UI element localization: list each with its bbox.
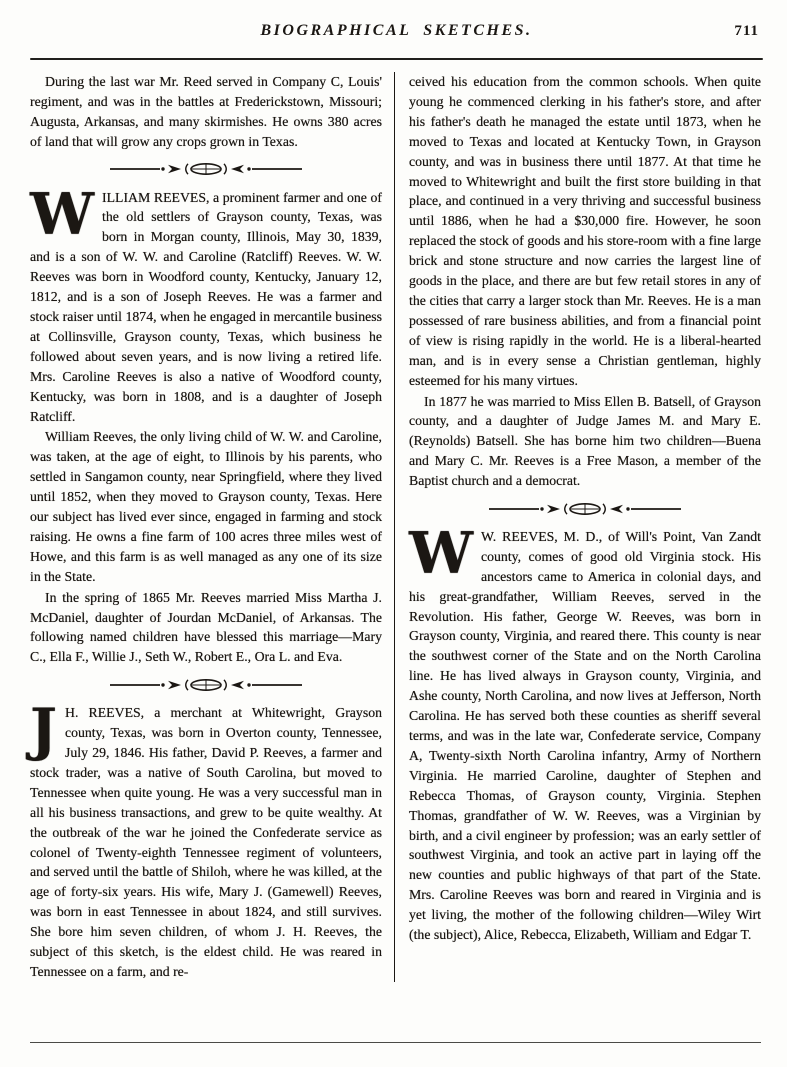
ornament-divider-icon [30, 674, 382, 694]
biography-lead-text: H. REEVES, a merchant at Whitewright, Grayson county, Texas, was born in Overton county, Tennessee, July 29, 1846. His father, David P. Reeves, a farmer and stock trader, was a native of South Carolina, but moved to Tennessee when quite young. He was a very successful man in all his business transactions, and grew to be quite wealthy. At the outbreak of the war he joined the Confederate service as colonel of Twenty-eighth Tennessee regiment of volunteers, and served until the battle of Shiloh, where he was killed, at the age of forty-six years. His wife, Mary J. (Gamewell) Reeves, was born in east Tennessee in about 1824, and still survives. She bore him seven children, of whom J. H. Reeves, the subject of this sketch, is the eldest child. He was reared in Tennessee on a farm, and re- [30, 705, 382, 979]
biography-lead-text: ILLIAM REEVES, a prominent farmer and one of the old settlers of Grayson county, Texas, was born in Morgan county, Illinois, May 30, 1839, and is a son of W. W. and Caroline (Ratcliff) Reeves. W. W. Reeves was born in Woodford county, Kentucky, January 12, 1812, and is a son of Joseph Reeves. He was a farmer and stock raiser until 1874, when he engaged in mercantile business at Collinsville, Grayson county, Texas, which business he followed about seven years, and is now living a retired life. Mrs. Caroline Reeves is also a native of Woodford county, Kentucky, was born in 1808, and is a daughter of Joseph Ratcliff. [30, 189, 382, 424]
drop-cap-letter: J [30, 696, 57, 764]
footer-rule [30, 1042, 761, 1043]
paragraph-reed-continuation: During the last war Mr. Reed served in Company C, Louis' regiment, and was in the battles at Frederickstown, Missouri; Augusta, Arkansas, and many skirmishes. He owns 380 acres of land that will grow any crops grown in Texas. [30, 74, 382, 149]
drop-cap-letter: W [409, 519, 474, 587]
biography-lead-text: W. REEVES, M. D., of Will's Point, Van Zandt county, comes of good old Virginia stock. His ancestors came to America in colonial days, and his great-grandfather, William Reeves, served in the Revolution. His father, George W. Reeves, was born in Grayson county, Virginia, and reared there. This county is near the southwest corner of the State and on the North Carolina line. He has lived always in Grayson county, Virginia, and Ashe county, North Carolina, and now lives at Jefferson, North Carolina. He has served both these counties as sheriff several terms, and was in the late war, Confederate service, Company A, Twenty-sixth North Carolina infantry, Army of Northern Virginia. He married Caroline, daughter of Stephen and Rebecca Thomas, of Grayson county, Virginia. Stephen Thomas, grandfather of W. W. Reeves, was a Virginian by birth, and a civil engineer by profession; was an early settler of southwest Virginia, and took an active part in laying off the new counties and public highways of that part of the State. Mrs. Caroline Reeves was born and reared in Virginia and is yet living, the mother of the following children—Wiley Wirt (the subject), Alice, Rebecca, Elizabeth, William and Edgar T. [409, 528, 761, 943]
biography-jh-reeves [30, 696, 382, 982]
paragraph-william-reeves-2: William Reeves, the only living child of W. W. and Caroline, was taken, at the age of eight, to Illinois by his parents, who settled in Sangamon county, near Springfield, where they lived until 1852, when they moved to Grayson county, Texas. Here our subject has lived ever since, engaged in farming and stock raising. He owns a fine farm of 100 acres three miles west of Howe, and this farm is as well managed as any one of its size in the State. [30, 429, 382, 584]
ornament-divider-icon [409, 498, 761, 518]
biography-william-reeves [30, 180, 382, 427]
page-header [30, 22, 763, 52]
biography-ww-reeves-md [409, 519, 761, 945]
paragraph-jh-reeves-continuation: ceived his education from the common schools. When quite young he commenced clerking in his father's store, and after his father's death he managed the estate until 1873, when he moved to Texas and located at Kentucky Town, in Grayson county, and was in business there until 1877. At that time he moved to Whitewright and built the first store building in that place, and continued in a very thriving and successful business until 1886, when he had a $30,000 fire. However, he soon replaced the stock of goods and his store-room with a fine large brick and stone structure and now carries the largest line of goods in the place, and there are but few retail stores in any of the cities that carry a larger stock than Mr. Reeves. He is a man possessed of rare business abilities, and from a financial point of view is rising rapidly in the world. He is a liberal-hearted man, and is in every sense a Christian gentleman, highly esteemed for his many virtues. [409, 74, 761, 388]
paragraph-jh-reeves-marriage: In 1877 he was married to Miss Ellen B. Batsell, of Grayson county, and a daughter of Judge James M. and Mary E. (Reynolds) Batsell. She has borne him two children—Buena and Mary C. Mr. Reeves is a Free Mason, a member of the Baptist church and a democrat. [409, 393, 761, 489]
paragraph-william-reeves-3: In the spring of 1865 Mr. Reeves married Miss Martha J. McDaniel, daughter of Jourdan McDaniel, of Arkansas. The following named children have blessed this marriage—Mary C., Ella F., Willie J., Seth W., Robert E., Ora L. and Eva. [30, 589, 382, 665]
header-rule [30, 58, 763, 60]
page-number: 711 [734, 23, 759, 39]
left-column [30, 72, 394, 982]
ornament-divider-icon [30, 159, 382, 179]
right-column [395, 72, 761, 982]
two-column-text-block [30, 72, 763, 982]
drop-cap-letter: W [30, 180, 95, 248]
running-title: BIOGRAPHICAL SKETCHES. [260, 22, 533, 39]
